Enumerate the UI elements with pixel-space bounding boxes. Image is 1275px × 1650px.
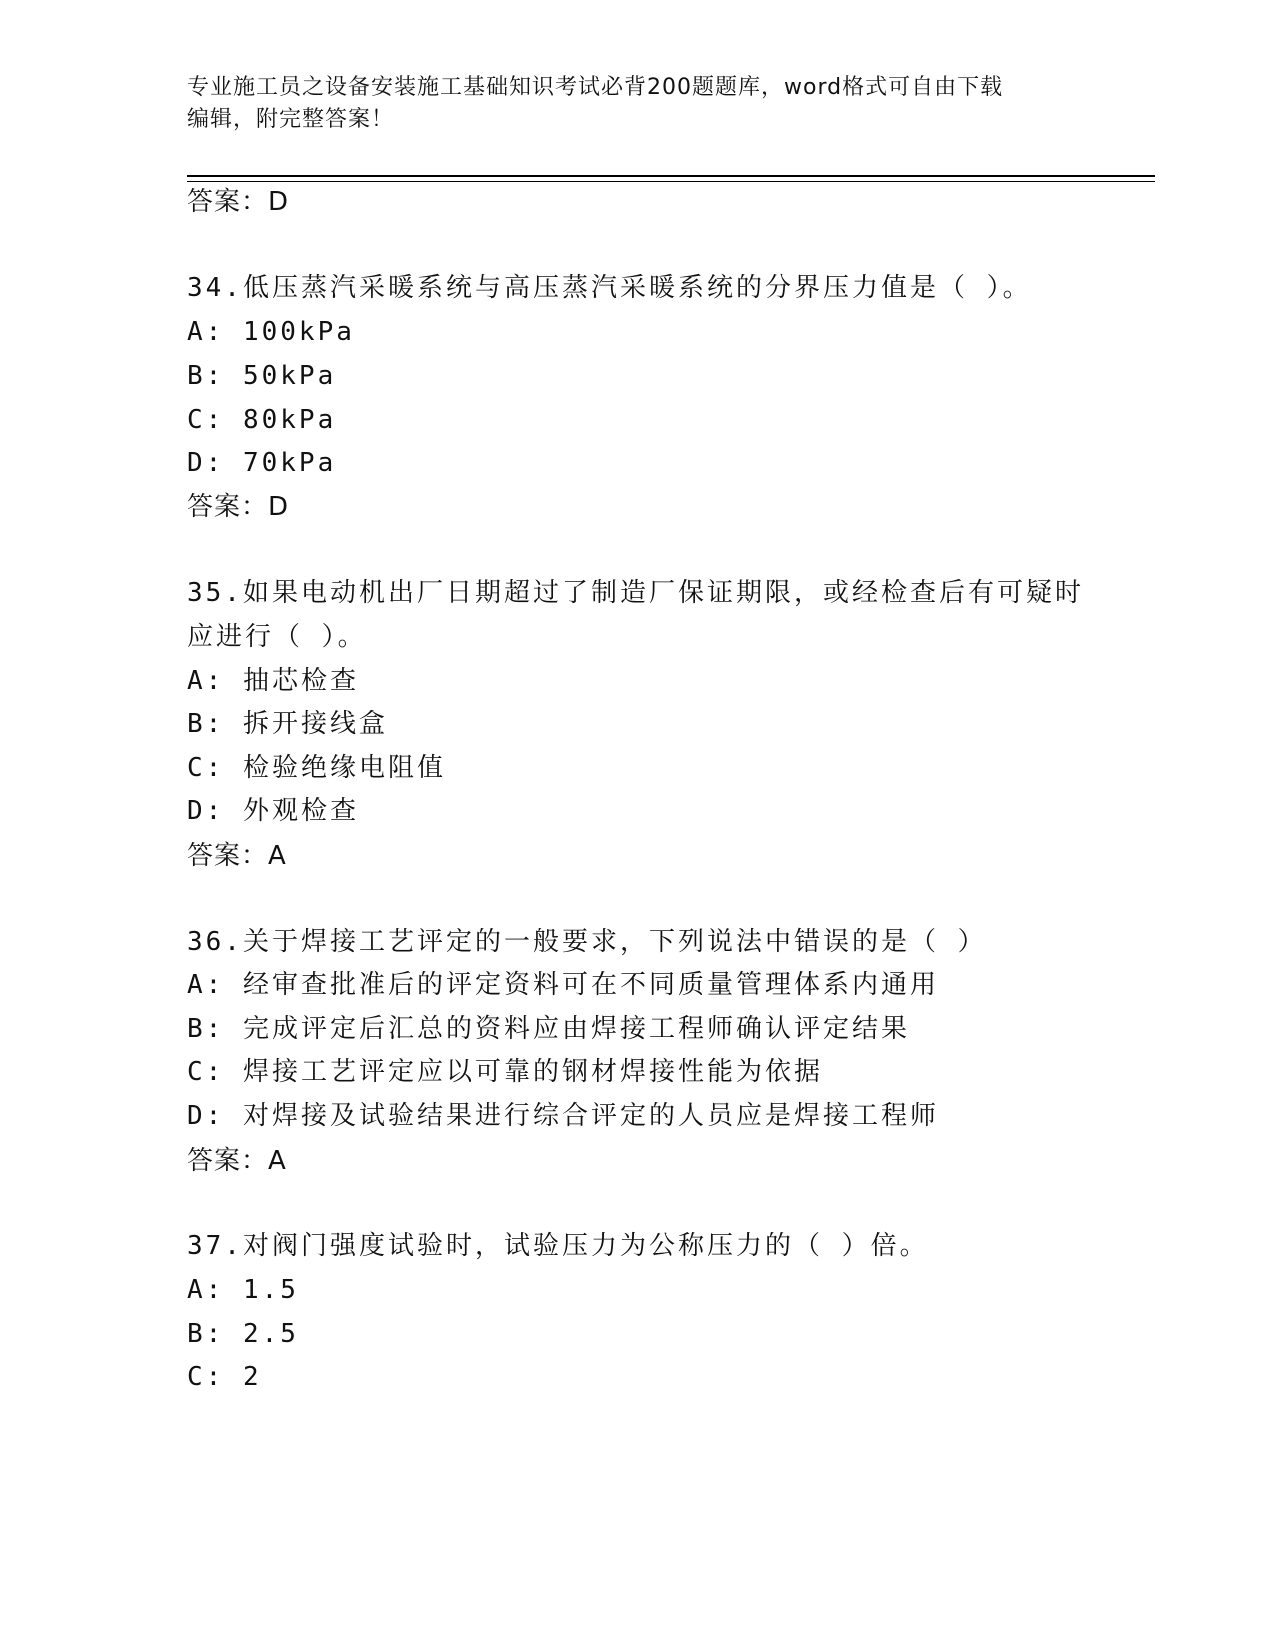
question-35-stem-line-2: 应进行（ ）。 bbox=[187, 622, 367, 652]
question-34-option-b: B: 50kPa bbox=[187, 361, 337, 391]
question-36-stem: 36.关于焊接工艺评定的一般要求，下列说法中错误的是（ ） bbox=[187, 927, 987, 957]
question-35-option-b: B: 拆开接线盒 bbox=[187, 709, 388, 739]
question-37-option-c: C: 2 bbox=[187, 1362, 262, 1392]
question-36-option-d: D: 对焊接及试验结果进行综合评定的人员应是焊接工程师 bbox=[187, 1101, 939, 1131]
question-34-option-a: A: 100kPa bbox=[187, 317, 355, 347]
question-35-answer: 答案：A bbox=[187, 841, 287, 871]
header-line-2: 编辑，附完整答案！ bbox=[187, 107, 395, 132]
question-34-option-c: C: 80kPa bbox=[187, 405, 337, 435]
document-header bbox=[187, 72, 1087, 136]
question-36-answer: 答案：A bbox=[187, 1146, 287, 1176]
question-36-option-a: A: 经审查批准后的评定资料可在不同质量管理体系内通用 bbox=[187, 970, 939, 1000]
header-divider-thick bbox=[187, 175, 1155, 177]
question-34-answer: 答案：D bbox=[187, 492, 290, 522]
question-35-stem-line-1: 35.如果电动机出厂日期超过了制造厂保证期限，或经检查后有可疑时 bbox=[187, 578, 1084, 608]
question-36-option-c: C: 焊接工艺评定应以可靠的钢材焊接性能为依据 bbox=[187, 1057, 823, 1087]
question-37-option-a: A: 1.5 bbox=[187, 1275, 299, 1305]
question-35-option-c: C: 检验绝缘电阻值 bbox=[187, 753, 446, 783]
question-37-option-b: B: 2.5 bbox=[187, 1319, 299, 1349]
question-36-option-b: B: 完成评定后汇总的资料应由焊接工程师确认评定结果 bbox=[187, 1014, 910, 1044]
header-line-1: 专业施工员之设备安装施工基础知识考试必背200题题库，word格式可自由下载 bbox=[187, 75, 1004, 100]
previous-answer: 答案：D bbox=[187, 187, 290, 217]
question-37-stem: 37.对阀门强度试验时，试验压力为公称压力的（ ）倍。 bbox=[187, 1231, 929, 1261]
question-34-stem: 34.低压蒸汽采暖系统与高压蒸汽采暖系统的分界压力值是（ ）。 bbox=[187, 273, 1032, 303]
question-34-option-d: D: 70kPa bbox=[187, 448, 337, 478]
header-divider-thin bbox=[187, 181, 1155, 182]
question-35-option-d: D: 外观检查 bbox=[187, 796, 359, 826]
question-35-option-a: A: 抽芯检查 bbox=[187, 666, 359, 696]
